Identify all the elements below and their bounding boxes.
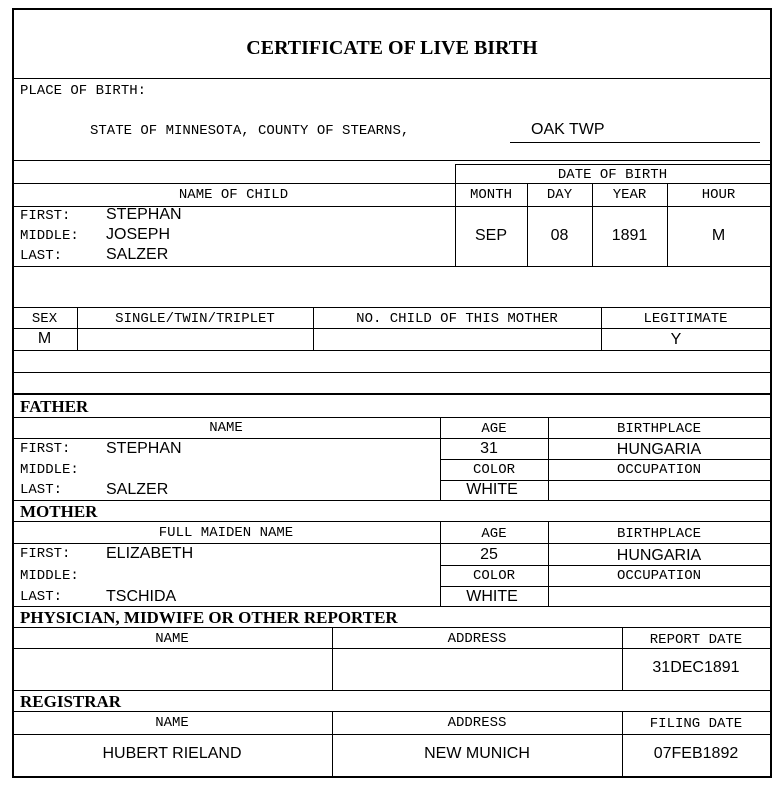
registrar-name-label: NAME: [155, 715, 189, 731]
birth-day: 08: [550, 227, 569, 244]
report-date-label: REPORT DATE: [649, 632, 743, 648]
divider: [12, 543, 772, 544]
child-middle-name: JOSEPH: [106, 226, 171, 243]
birth-hour: M: [711, 227, 726, 244]
month-label: MONTH: [469, 187, 512, 203]
mother-age: 25: [480, 546, 498, 563]
mother-first-name: ELIZABETH: [106, 545, 194, 562]
mother-age-label: AGE: [481, 526, 507, 542]
divider: [455, 164, 770, 165]
child-last-label: LAST:: [20, 248, 63, 264]
township-underline: [510, 142, 760, 143]
father-age: 31: [480, 440, 498, 457]
birth-year: 1891: [611, 227, 648, 244]
registrar-name: HUBERT RIELAND: [102, 745, 242, 762]
child-first-label: FIRST:: [20, 208, 71, 224]
physician-name-label: NAME: [155, 631, 189, 647]
mother-middle-label: MIDDLE:: [20, 568, 79, 584]
divider: [12, 500, 772, 501]
mother-first-label: FIRST:: [20, 546, 71, 562]
child-last-name: SALZER: [106, 246, 169, 263]
place-of-birth-text: STATE OF MINNESOTA, COUNTY OF STEARNS,: [90, 123, 410, 139]
sex-value: M: [37, 330, 52, 347]
report-date: 31DEC1891: [652, 659, 740, 676]
place-of-birth-label: PLACE OF BIRTH:: [20, 83, 147, 99]
physician-address-label: ADDRESS: [447, 631, 507, 647]
mother-occupation-label: OCCUPATION: [616, 568, 701, 584]
mother-last-name: TSCHIDA: [106, 588, 177, 605]
mother-heading: MOTHER: [20, 502, 98, 521]
registrar-address: NEW MUNICH: [424, 745, 530, 762]
child-middle-label: MIDDLE:: [20, 228, 79, 244]
mother-name-header: FULL MAIDEN NAME: [158, 525, 294, 541]
father-first-label: FIRST:: [20, 441, 71, 457]
child-first-name: STEPHAN: [106, 206, 182, 223]
divider: [12, 438, 772, 439]
divider: [12, 183, 772, 184]
physician-heading: PHYSICIAN, MIDWIFE OR OTHER REPORTER: [20, 608, 398, 627]
certificate-title: CERTIFICATE OF LIVE BIRTH: [246, 37, 538, 59]
divider: [12, 78, 772, 79]
divider: [12, 417, 772, 418]
divider: [12, 307, 772, 308]
child-number-label: NO. CHILD OF THIS MOTHER: [356, 311, 558, 327]
father-heading: FATHER: [20, 397, 89, 416]
mother-birthplace: HUNGARIA: [616, 547, 702, 564]
filing-date-label: FILING DATE: [649, 716, 743, 732]
divider: [12, 711, 772, 712]
divider: [12, 266, 772, 267]
father-name-header: NAME: [209, 420, 243, 436]
registrar-address-label: ADDRESS: [447, 715, 507, 731]
legitimate-label: LEGITIMATE: [643, 311, 728, 327]
divider: [12, 350, 772, 351]
sex-label: SEX: [31, 311, 58, 327]
divider: [12, 521, 772, 522]
mother-color-label: COLOR: [472, 568, 515, 584]
year-label: YEAR: [612, 187, 647, 203]
registrar-heading: REGISTRAR: [20, 692, 122, 711]
name-of-child-header: NAME OF CHILD: [178, 187, 289, 203]
divider: [12, 160, 772, 161]
birth-month: SEP: [474, 227, 507, 244]
day-label: DAY: [546, 187, 573, 203]
divider: [12, 393, 772, 395]
father-first-name: STEPHAN: [106, 440, 182, 457]
father-last-name: SALZER: [106, 481, 169, 498]
father-color-label: COLOR: [472, 462, 515, 478]
father-occupation-label: OCCUPATION: [616, 462, 701, 478]
divider: [12, 648, 772, 649]
legitimate-value: Y: [670, 331, 682, 348]
hour-label: HOUR: [701, 187, 736, 203]
divider: [12, 372, 772, 373]
plurality-label: SINGLE/TWIN/TRIPLET: [115, 311, 275, 327]
mother-birthplace-label: BIRTHPLACE: [616, 526, 701, 542]
father-color: WHITE: [466, 481, 518, 498]
father-last-label: LAST:: [20, 482, 63, 498]
filing-date: 07FEB1892: [653, 745, 739, 762]
township-value: OAK TWP: [531, 121, 605, 138]
divider: [12, 734, 772, 735]
father-birthplace: HUNGARIA: [616, 441, 702, 458]
divider: [12, 606, 772, 607]
father-middle-label: MIDDLE:: [20, 462, 79, 478]
divider: [12, 328, 772, 329]
date-of-birth-label: DATE OF BIRTH: [557, 167, 668, 183]
divider: [440, 586, 772, 587]
divider: [440, 565, 772, 566]
father-birthplace-label: BIRTHPLACE: [616, 421, 701, 437]
divider: [12, 690, 772, 691]
mother-last-label: LAST:: [20, 589, 63, 605]
divider: [440, 459, 772, 460]
father-age-label: AGE: [481, 421, 507, 437]
mother-color: WHITE: [466, 588, 518, 605]
